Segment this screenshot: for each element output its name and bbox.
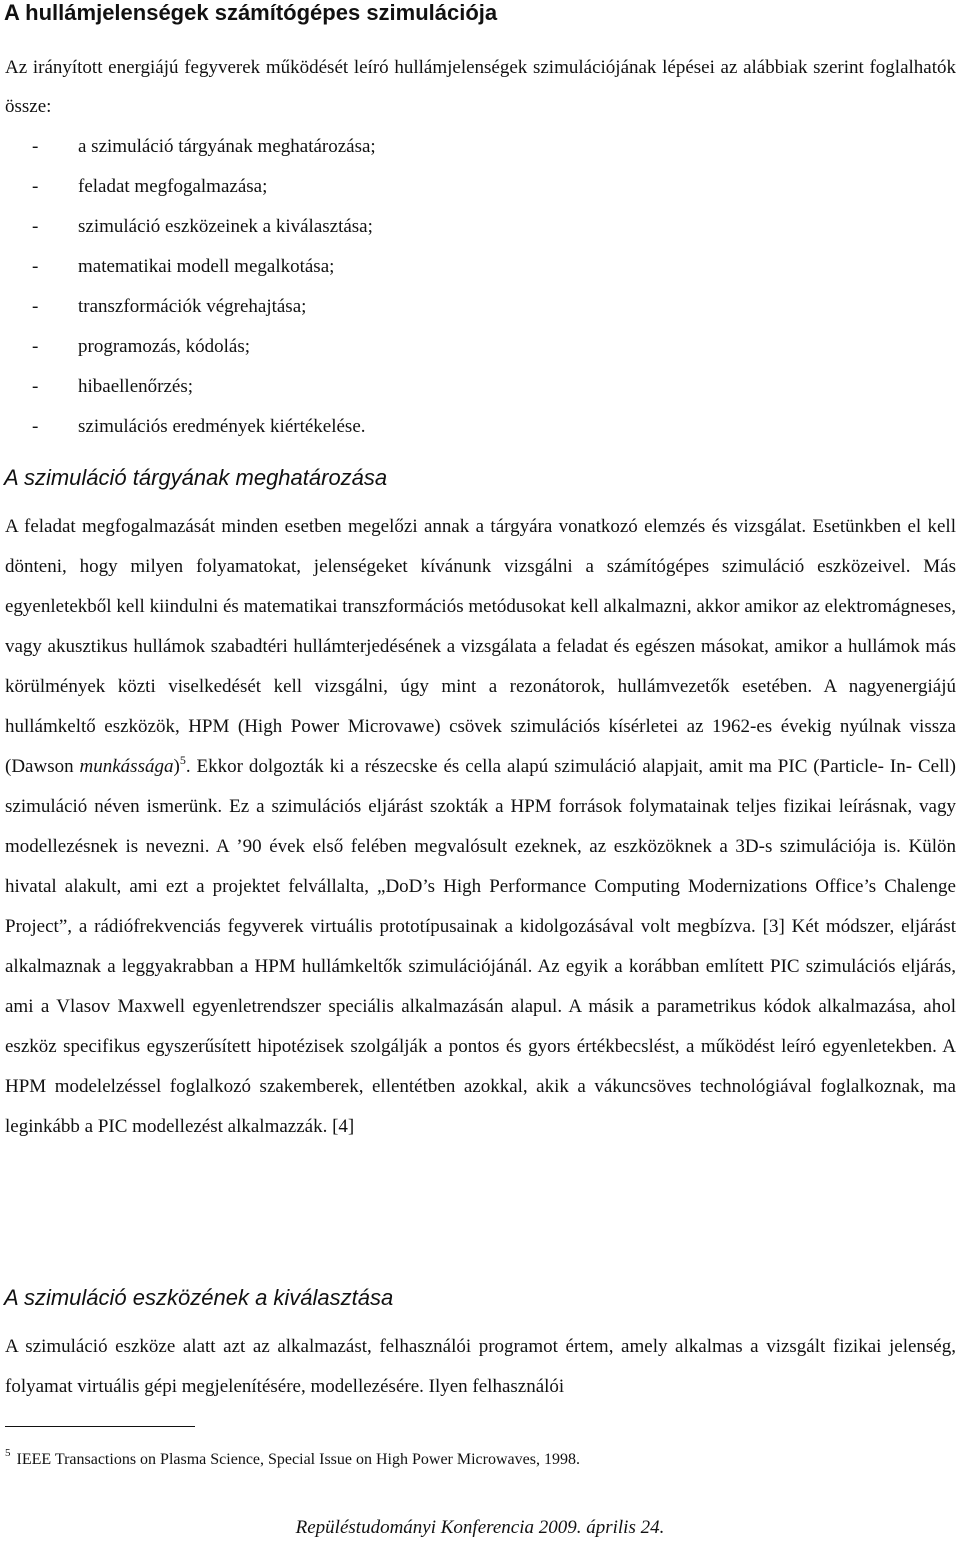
list-marker: - bbox=[32, 336, 39, 357]
section-tools-paragraph: A szimuláció eszköze alatt azt az alkalmazást, felhasználói programot értem, amely alkalmas a vizsgált fizikai jelenség, folyamat virtuális gépi megjelenítésére, modellezésére. Ilyen felhasználói bbox=[5, 1336, 956, 1397]
list-marker: - bbox=[32, 416, 39, 437]
list-item: - hibaellenőrzés; bbox=[0, 367, 376, 407]
list-item: - a szimuláció tárgyának meghatározása; bbox=[0, 127, 376, 167]
list-item: - feladat megfogalmazása; bbox=[0, 167, 376, 207]
page-title: A hullámjelenségek számítógépes szimulációja bbox=[4, 0, 498, 25]
section-heading-subject: A szimuláció tárgyának meghatározása bbox=[4, 465, 388, 490]
list-marker: - bbox=[32, 176, 39, 197]
steps-list bbox=[0, 127, 376, 447]
list-item: - szimulációs eredmények kiértékelése. bbox=[0, 407, 376, 447]
list-marker: - bbox=[32, 216, 39, 237]
list-item: - matematikai modell megalkotása; bbox=[0, 247, 376, 287]
footnote-number: 5 bbox=[5, 1447, 11, 1459]
list-marker: - bbox=[32, 136, 39, 157]
footnote-reference: 5 bbox=[179, 753, 186, 767]
list-marker: - bbox=[32, 376, 39, 397]
list-marker: - bbox=[32, 296, 39, 317]
list-marker: - bbox=[32, 256, 39, 277]
footnote bbox=[5, 1442, 580, 1471]
page-footer: Repüléstudományi Konferencia 2009. április 24. bbox=[295, 1517, 665, 1538]
list-item: - programozás, kódolás; bbox=[0, 327, 376, 367]
list-item: - transzformációk végrehajtása; bbox=[0, 287, 376, 327]
list-item: - szimuláció eszközeinek a kiválasztása; bbox=[0, 207, 376, 247]
footnote-divider bbox=[5, 1426, 195, 1427]
section-heading-tools: A szimuláció eszközének a kiválasztása bbox=[4, 1285, 394, 1310]
footnote-text: IEEE Transactions on Plasma Science, Special Issue on High Power Microwaves, 1998. bbox=[16, 1451, 580, 1468]
intro-paragraph: Az irányított energiájú fegyverek működését leíró hullámjelenségek szimulációjának lépései az alábbiak szerint foglalhatók össze: bbox=[5, 57, 956, 117]
section-subject-paragraph: A feladat megfogalmazását minden esetben megelőzi annak a tárgyára vonatkozó elemzés és vizsgálat. Esetünkben el kell dönteni, hogy milyen folyamatokat, jelenségeket kívánunk vizsgálni a számítógépes szimuláció eszközeivel. Más egyenletekből kell kiindulni és matematikai transzformációs metódusokat kell alkalmazni, akkor amikor az elektromágneses, vagy akusztikus hullámok szabadtéri hullámterjedésének a vizsgálata a feladat és egészen másokat, amikor a hullámok más körülmények közti viselkedését kell vizsgálni, úgy mint a rezonátorok, hullámvezetők esetében. A nagyenergiájú hullámkeltő eszközök, HPM (High Power Microvawe) csövek szimulációs kísérletei az 1962-es évekig nyúlnak vissza (Dawson munkássága)$^5$. Ekkor dolgozták ki a részecske és cella alapú szimuláció alapjait, amit ma PIC (Particle- In- Cell) szimuláció néven ismerünk. Ez a szimulációs eljárást szokták a HPM források folymatainak teljes fizikai leírásnak, vagy modellezésnek is nevezni. A ’90 évek első felében megvalósult ezeknek, az eszközöknek a 3D-s szimulációja is. Külön hivatal alakult, ami ezt a projektet felvállalta, „DoD’s High Performance Computing Modernizations Office’s Chalenge Project”, a rádiófrekvenciás fegyverek virtuális prototípusainak a kidolgozásával volt megbízva. [3] Két módszer, eljárást alkalmaznak a leggyakrabban a HPM hullámkeltők szimulációjánál. Az egyik a korábban említett PIC szimulációs eljárás, ami a Vlasov Maxwell egyenletrendszer speciális alkalmazásán alapul. A másik a parametrikus kódok alkalmazása, ahol eszköz specifikus egyszerűsített hipotézisek szolgálják a pontos és gyors értékbecslést, a működést leíró egyenletekben. A HPM modelelzéssel foglalkozó szakemberek, ellentétben azokkal, akik a vákuncsöves technológiával foglalkoznak, ma leginkább a PIC modellezést alkalmazzák. [4] bbox=[5, 516, 956, 1137]
